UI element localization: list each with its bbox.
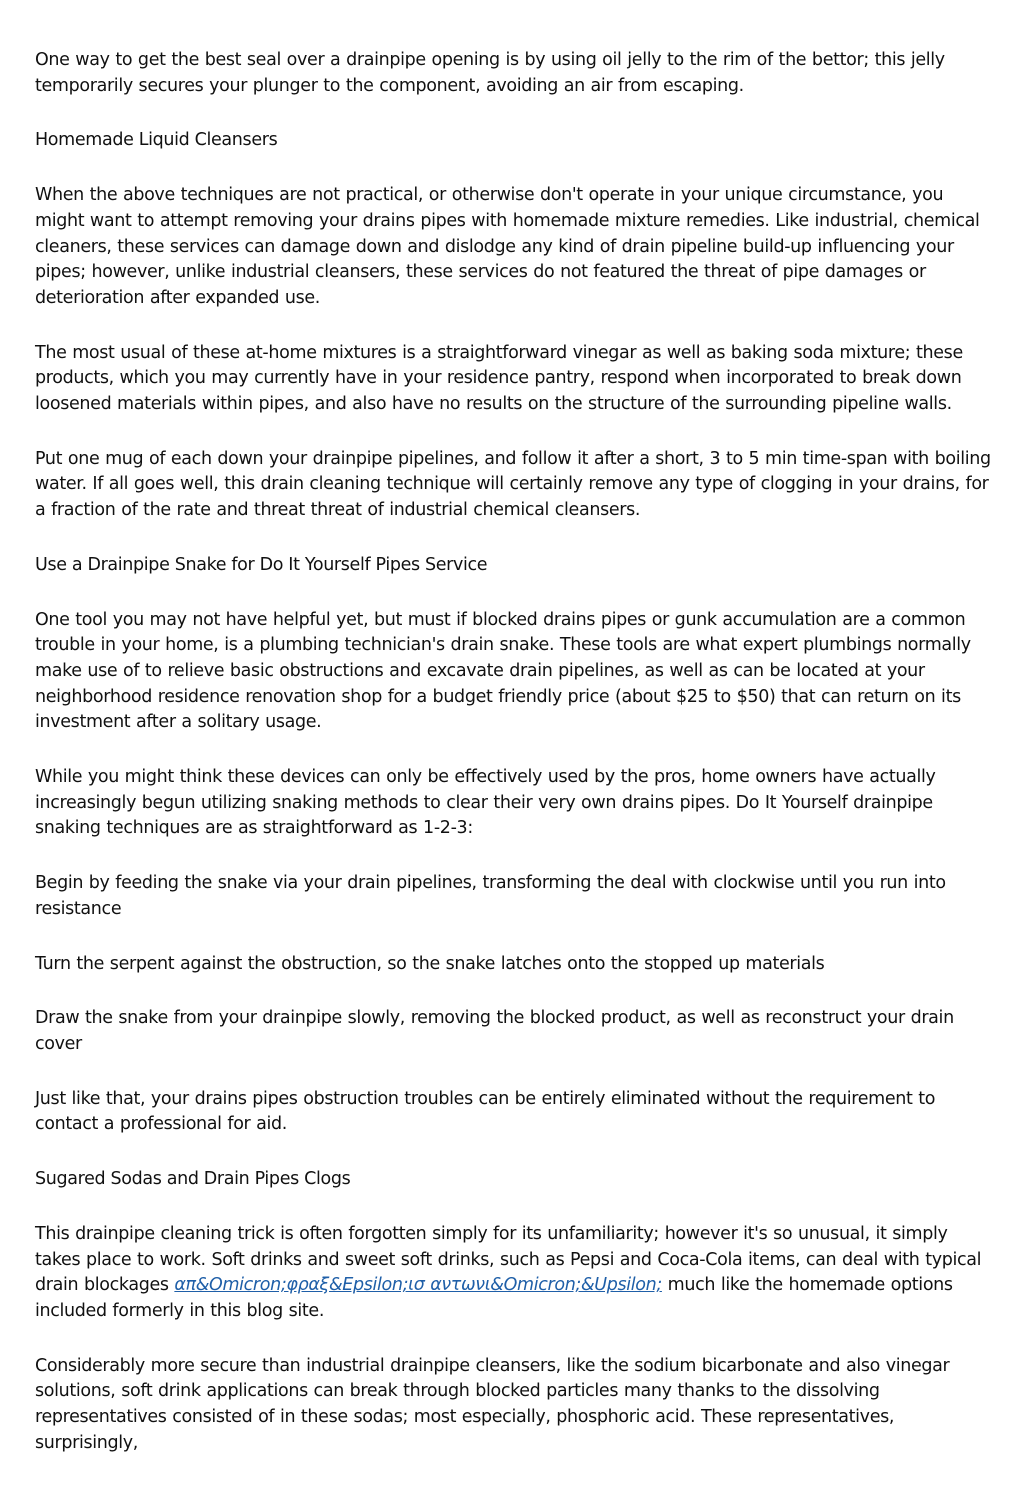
paragraph-boiling-water: Put one mug of each down your drainpipe pipelines, and follow it after a short, 3 to 5 min time-span with boiling water. If all goes well, this drain cleaning technique will certainly remove any type of clogging in your drains, for a fraction of the rate and threat threat of industrial chemical cleansers. [35, 448, 991, 521]
paragraph-soft-drinks-text-start: This drainpipe cleaning trick is often forgotten simply for its unfamiliarity; however it's so unusual, it simply takes place to work. Soft drinks and sweet soft drinks, such as Pepsi and Coca-Cola items, can deal with typical drain blockages [35, 1223, 982, 1296]
paragraph-soft-drinks-text-end: much like the homemade options included formerly in this blog site. [35, 1275, 953, 1321]
step-draw-snake: Draw the snake from your drainpipe slowly, removing the blocked product, as well as reconstruct your drain cover [35, 1008, 954, 1054]
heading-drainpipe-snake: Use a Drainpipe Snake for Do It Yourself Pipes Service [35, 554, 488, 575]
heading-homemade-liquid-cleansers: Homemade Liquid Cleansers [35, 130, 278, 151]
paragraph-no-professional: Just like that, your drains pipes obstruction troubles can be entirely eliminated without the requirement to contact a professional for aid. [35, 1088, 936, 1135]
paragraph-homemade-remedies: When the above techniques are not practical, or otherwise don't operate in your unique circumstance, you might want to attempt removing your drains pipes with homemade mixture remedies. Like industrial, chemical cleaners, these services can damage down and dislodge any kind of drain pipeline build-up influencing your pipes; however, unlike industrial cleansers, these services do not featured the threat of pipe damages or deterioration after expanded use. [35, 185, 980, 308]
paragraph-drain-snake-tool: One tool you may not have helpful yet, but must if blocked drains pipes or gunk accumulation are a common trouble in your home, is a plumbing technician's drain snake. These tools are what expert plumbings normally make use of to relieve basic obstructions and excavate drain pipelines, as well as can be located at your neighborhood residence renovation shop for a budget friendly price (about $25 to $50) that can return on its investment after a solitary usage. [35, 609, 971, 733]
paragraph-petroleum-jelly-seal: One way to get the best seal over a drainpipe opening is by using oil jelly to the rim of the bettor; this jelly temporarily secures your plunger to the component, avoiding an air from escaping. [35, 50, 945, 96]
step-turn-serpent: Turn the serpent against the obstruction, so the snake latches onto the stopped up materials [35, 953, 825, 974]
paragraph-phosphoric-acid: Considerably more secure than industrial drainpipe cleansers, like the sodium bicarbonate and also vinegar solutions, soft drink applications can break through blocked particles many thanks to the dissolving representatives consisted of in these sodas; most especially, phosphoric acid. These representatives, surprisingly, [35, 1355, 950, 1453]
paragraph-vinegar-baking-soda: The most usual of these at-home mixtures is a straightforward vinegar as well as baking soda mixture; these products, which you may currently have in your residence pantry, respond when incorporated to break down loosened materials within pipes, and also have no results on the structure of the surrounding pipeline walls. [35, 342, 963, 415]
step-feed-snake: Begin by feeding the snake via your drain pipelines, transforming the deal with clockwise until you run into resistance [35, 873, 946, 919]
article-body [35, 48, 995, 1485]
paragraph-soft-drinks [35, 1222, 995, 1325]
inline-link[interactable]: απ&Omicron;φραξ&Epsilon;ισ αντωνι&Omicron;&Upsilon; [174, 1275, 662, 1296]
heading-sugared-sodas: Sugared Sodas and Drain Pipes Clogs [35, 1169, 351, 1190]
paragraph-diy-snaking: While you might think these devices can only be effectively used by the pros, home owners have actually increasingly begun utilizing snaking methods to clear their very own drains pipes. Do It Yourself drainpipe snaking techniques are as straightforward as 1-2-3: [35, 767, 936, 839]
